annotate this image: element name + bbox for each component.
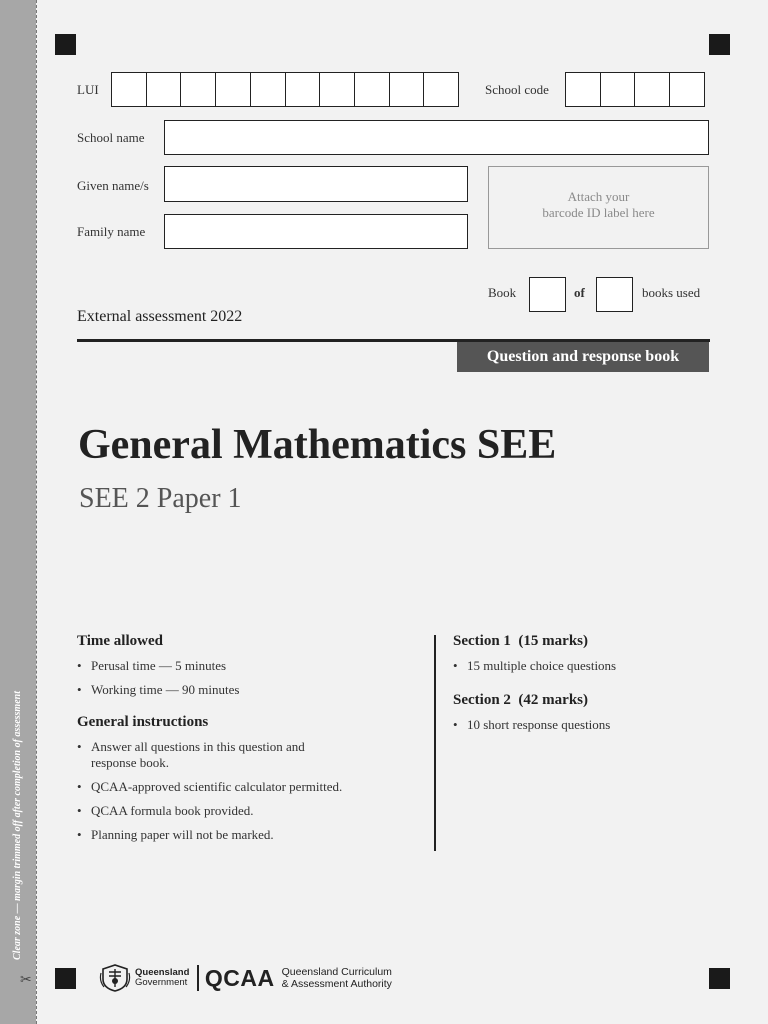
barcode-text-line1: Attach your [567, 189, 630, 204]
registration-mark [55, 968, 76, 989]
qcaa-line2: & Assessment Authority [281, 978, 392, 990]
given-name-label: Given name/s [77, 178, 149, 193]
lui-cell[interactable] [146, 72, 182, 107]
lui-cell[interactable] [285, 72, 321, 107]
book-number-field[interactable] [529, 277, 566, 312]
general-instructions-list [77, 739, 352, 843]
registration-mark [709, 968, 730, 989]
list-item: • QCAA formula book provided. [77, 803, 352, 819]
lui-cell[interactable] [250, 72, 286, 107]
queensland-crest-icon [99, 963, 131, 993]
lui-cell[interactable] [389, 72, 425, 107]
logo-divider [197, 965, 199, 991]
time-allowed-list [77, 658, 397, 698]
family-name-label: Family name [77, 224, 146, 239]
of-label: of [574, 285, 585, 300]
school-code-label: School code [485, 82, 549, 97]
section1-list [453, 658, 713, 674]
registration-mark [55, 34, 76, 55]
time-allowed-heading: Time allowed [77, 633, 163, 649]
scissors-icon: ✂ [20, 972, 32, 988]
question-response-banner: Question and response book [457, 342, 709, 372]
school-code-cell[interactable] [565, 72, 601, 107]
qcaa-line1: Queensland Curriculum [281, 966, 392, 978]
page-subtitle: SEE 2 Paper 1 [79, 483, 242, 514]
section2-title: Section 2 [453, 692, 511, 708]
given-name-field[interactable] [164, 166, 468, 202]
general-instructions-heading: General instructions [77, 714, 209, 730]
list-item: • Answer all questions in this question and response book. [77, 739, 352, 771]
assessment-label: External assessment 2022 [77, 308, 243, 325]
list-item: • QCAA-approved scientific calculator permitted. [77, 779, 352, 795]
list-item: • 10 short response questions [453, 717, 713, 733]
registration-mark [709, 34, 730, 55]
family-name-field[interactable] [164, 214, 468, 249]
lui-cell[interactable] [354, 72, 390, 107]
list-item: • 15 multiple choice questions [453, 658, 713, 674]
lui-label: LUI [77, 82, 99, 97]
school-name-label: School name [77, 130, 145, 145]
lui-cell[interactable] [319, 72, 355, 107]
footer-logos [99, 963, 392, 993]
section2-marks: (42 marks) [518, 692, 588, 708]
section2-list [453, 717, 713, 733]
qcaa-fullname [282, 966, 392, 990]
section1-heading [453, 633, 713, 650]
list-item: • Perusal time — 5 minutes [77, 658, 397, 674]
qcaa-logo: QCAA [204, 964, 275, 991]
lui-cell[interactable] [180, 72, 216, 107]
school-name-field[interactable] [164, 120, 709, 155]
barcode-text-line2: barcode ID label here [542, 205, 655, 220]
school-code-cell[interactable] [600, 72, 636, 107]
section1-title: Section 1 [453, 633, 511, 649]
trim-notice: Clear zone — margin trimmed off after completion of assessment [12, 691, 23, 960]
school-code-input[interactable] [565, 72, 705, 107]
section1-marks: (15 marks) [518, 633, 588, 649]
left-column [77, 633, 397, 851]
books-used-label: books used [642, 285, 701, 300]
right-column [453, 633, 713, 741]
school-code-cell[interactable] [669, 72, 705, 107]
column-divider [434, 635, 436, 851]
book-label: Book [488, 285, 517, 300]
qld-gov-text [135, 968, 189, 988]
list-item: • Planning paper will not be marked. [77, 827, 352, 843]
lui-cell[interactable] [215, 72, 251, 107]
books-total-field[interactable] [596, 277, 633, 312]
lui-input[interactable] [111, 72, 459, 107]
qld-line1: Queensland [135, 967, 190, 978]
list-item: • Working time — 90 minutes [77, 682, 397, 698]
lui-cell[interactable] [423, 72, 459, 107]
page-title: General Mathematics SEE [78, 422, 557, 468]
school-code-cell[interactable] [634, 72, 670, 107]
trim-line [36, 0, 37, 1024]
lui-cell[interactable] [111, 72, 147, 107]
barcode-label-area [488, 166, 709, 249]
section2-heading [453, 692, 713, 709]
qld-line2: Government [135, 977, 188, 988]
